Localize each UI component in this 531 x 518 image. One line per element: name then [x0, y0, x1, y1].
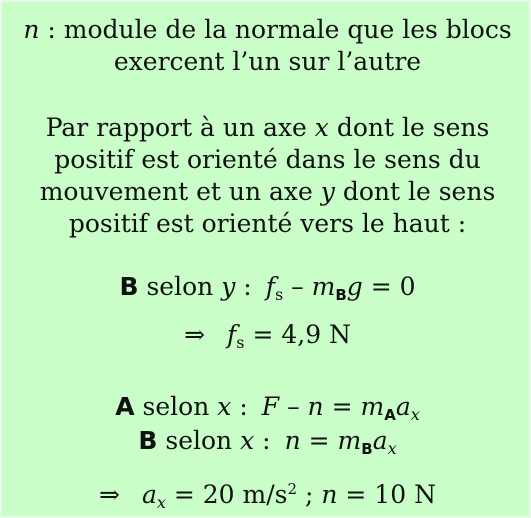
- axes-line-2: positif est orienté dans le sens du: [54, 145, 481, 174]
- block-label-b: B: [119, 272, 139, 301]
- eq-text: :: [254, 426, 271, 455]
- eq-subscript: s: [236, 333, 245, 352]
- eq-symbol: n: [307, 392, 324, 421]
- intro-line-1: [2, 15, 531, 45]
- eq-text: :: [235, 272, 252, 301]
- equation-b-selon-x: [2, 426, 531, 464]
- implies-arrow-icon: ⇒: [184, 320, 206, 349]
- eq-text: selon: [138, 272, 222, 301]
- var-y: y: [320, 177, 335, 206]
- implies-arrow-icon: ⇒: [99, 480, 120, 509]
- eq-text: = 0: [362, 272, 416, 301]
- eq-axis: x: [217, 392, 232, 421]
- eq-symbol: a: [372, 426, 388, 455]
- eq-subscript: s: [274, 285, 284, 304]
- eq-operator: –: [283, 272, 312, 301]
- equation-a-selon-x: [2, 392, 531, 430]
- eq-text: selon: [157, 426, 241, 455]
- eq-subscript: x: [387, 439, 397, 458]
- axes-line-4: positif est orienté vers le haut :: [68, 209, 467, 238]
- eq-text: selon: [134, 392, 218, 421]
- result-fs: [2, 320, 531, 358]
- axes-text: Par rapport à un axe: [45, 113, 315, 142]
- eq-axis: x: [240, 426, 255, 455]
- eq-operator: =: [323, 392, 361, 421]
- axes-text: mouvement et un axe: [39, 177, 321, 206]
- eq-text: = 4,9 N: [244, 320, 351, 349]
- axes-text: dont le sens: [328, 113, 490, 142]
- equation-b-selon-y: [2, 272, 531, 310]
- eq-subscript: B: [361, 440, 373, 458]
- eq-text: = 10 N: [337, 480, 436, 509]
- result-ax-n: [2, 474, 531, 518]
- eq-subscript: A: [384, 406, 396, 424]
- block-label-a: A: [115, 392, 135, 421]
- eq-axis: y: [221, 272, 236, 301]
- eq-symbol: f: [227, 320, 237, 349]
- eq-symbol: a: [141, 480, 157, 509]
- eq-symbol: g: [346, 272, 363, 301]
- intro-line-2: exercent l’un sur l’autre: [113, 47, 422, 76]
- eq-symbol: F: [261, 392, 280, 421]
- eq-symbol: m: [360, 392, 385, 421]
- eq-symbol: m: [311, 272, 336, 301]
- eq-symbol: f: [265, 272, 275, 301]
- eq-subscript: x: [156, 493, 166, 512]
- var-n: n: [23, 15, 40, 44]
- eq-symbol: n: [284, 426, 301, 455]
- var-x: x: [314, 113, 329, 142]
- eq-symbol: m: [337, 426, 362, 455]
- axes-line-1: [2, 113, 531, 143]
- axes-line-3: [2, 177, 531, 207]
- eq-symbol: a: [395, 392, 411, 421]
- eq-operator: –: [279, 392, 308, 421]
- eq-subscript: B: [335, 286, 347, 304]
- eq-text: = 20 m/s: [165, 480, 288, 509]
- eq-text: ;: [297, 480, 322, 509]
- axes-text: dont le sens: [334, 177, 496, 206]
- intro-text-1: : module de la normale que les blocs: [39, 15, 512, 44]
- eq-superscript: 2: [287, 480, 298, 498]
- eq-subscript: x: [410, 405, 420, 424]
- eq-text: :: [231, 392, 248, 421]
- block-label-b: B: [138, 426, 158, 455]
- eq-symbol: n: [321, 480, 338, 509]
- eq-operator: =: [300, 426, 338, 455]
